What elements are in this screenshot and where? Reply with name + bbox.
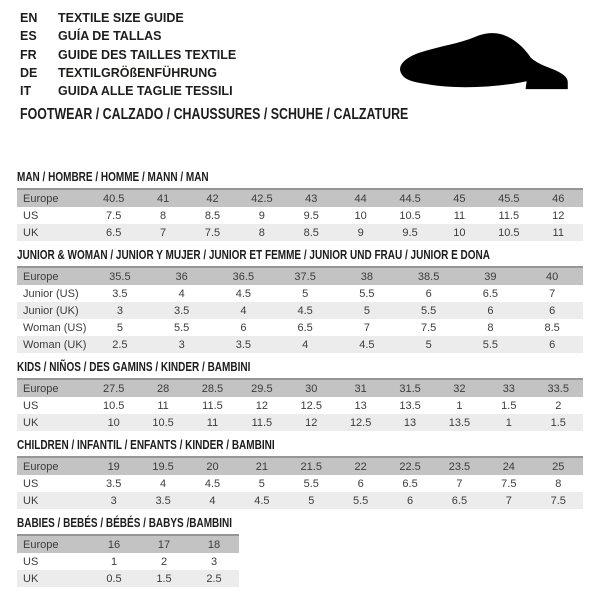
- size-table-man: [17, 188, 583, 241]
- size-value: 41: [156, 192, 170, 205]
- table-row: [17, 492, 583, 509]
- size-table-kids: [17, 378, 583, 431]
- table-row: [17, 535, 239, 553]
- table-row: [17, 414, 583, 431]
- row-label: US: [23, 477, 39, 490]
- size-value: 13: [403, 416, 417, 429]
- size-value: 21.5: [300, 460, 322, 473]
- table-row: [17, 379, 583, 397]
- size-value: 4: [302, 338, 309, 351]
- size-value: 12.5: [300, 399, 322, 412]
- size-value: 1: [456, 399, 463, 412]
- size-value: 10: [453, 226, 466, 239]
- section-title: BABIES / BEBÉS / BÉBÉS / BABYS /BAMBINI: [17, 516, 233, 530]
- size-value: 20: [206, 460, 219, 473]
- table-row: [17, 336, 583, 353]
- size-value: 17: [157, 538, 171, 551]
- size-value: 4.5: [235, 287, 252, 300]
- size-value: 7.5: [420, 321, 437, 334]
- size-value: 6: [487, 304, 494, 317]
- size-value: 8.5: [204, 209, 221, 222]
- size-value: 31.5: [399, 382, 421, 395]
- language-row-de: [20, 64, 236, 82]
- size-value: 11: [552, 226, 564, 239]
- size-value: 4: [209, 494, 216, 507]
- size-value: 6: [240, 321, 247, 334]
- size-value: 22: [354, 460, 367, 473]
- language-label: TEXTILGRÖßENFÜHRUNG: [58, 65, 218, 80]
- size-value: 10: [354, 209, 367, 222]
- size-value: 6: [425, 287, 432, 300]
- size-value: 28: [156, 382, 170, 395]
- language-code: IT: [20, 84, 32, 99]
- size-value: 8: [160, 209, 167, 222]
- size-table-section-junior-woman: [17, 248, 583, 353]
- size-value: 24: [502, 460, 515, 473]
- size-value: 21: [255, 460, 268, 473]
- table-row: [17, 475, 583, 492]
- size-value: 7: [160, 226, 167, 239]
- size-table-section-babies: [17, 516, 583, 587]
- language-row-en: [20, 9, 236, 27]
- size-value: 7.5: [204, 226, 221, 239]
- size-value: 11.5: [251, 416, 273, 429]
- language-row-fr: [20, 46, 236, 64]
- size-table-section-man: [17, 170, 583, 241]
- size-value: 3: [116, 304, 123, 317]
- size-value: 44: [354, 192, 367, 205]
- size-tables: [17, 170, 583, 594]
- size-value: 5.5: [482, 338, 499, 351]
- size-value: 4.5: [297, 304, 313, 317]
- size-value: 5: [425, 338, 432, 351]
- size-value: 45.5: [498, 192, 520, 205]
- size-value: 29.5: [251, 382, 273, 395]
- size-value: 38: [360, 270, 373, 283]
- size-value: 11.5: [202, 399, 223, 412]
- table-row: [17, 302, 583, 319]
- size-value: 1.5: [550, 416, 566, 429]
- size-table-section-children: [17, 438, 583, 509]
- row-label: Europe: [23, 538, 59, 551]
- row-label: Europe: [23, 382, 59, 395]
- size-table-junior-woman: [17, 266, 583, 353]
- size-value: 11: [157, 399, 169, 412]
- size-table-children: [17, 456, 583, 509]
- size-value: 6: [549, 304, 556, 317]
- language-row-es: [20, 27, 236, 45]
- size-value: 10.5: [102, 399, 125, 412]
- size-value: 42.5: [251, 192, 273, 205]
- size-value: 5: [258, 477, 265, 490]
- table-row: [17, 224, 583, 241]
- language-label: GUÍA DE TALLAS: [58, 29, 162, 44]
- size-value: 42: [206, 192, 219, 205]
- size-value: 5: [308, 494, 315, 507]
- size-value: 37.5: [294, 270, 316, 283]
- language-label: GUIDE DES TAILLES TEXTILE: [58, 47, 237, 62]
- size-value: 12: [255, 399, 268, 412]
- size-value: 19: [107, 460, 120, 473]
- size-value: 46: [552, 192, 565, 205]
- size-value: 8.5: [544, 321, 560, 334]
- size-value: 40.5: [102, 192, 125, 205]
- dress-shoe-icon: [396, 33, 576, 94]
- size-value: 3.5: [173, 304, 190, 317]
- size-value: 3.5: [155, 494, 171, 507]
- table-row: [17, 189, 583, 207]
- section-title: CHILDREN / INFANTIL / ENFANTS / KINDER / BAMBINI: [17, 438, 275, 452]
- size-value: 5.5: [353, 494, 369, 507]
- size-value: 11.5: [498, 209, 520, 222]
- size-value: 3: [110, 494, 117, 507]
- section-title: JUNIOR & WOMAN / JUNIOR Y MUJER / JUNIOR ET FEMME / JUNIOR UND FRAU / JUNIOR E DONA: [17, 248, 491, 262]
- table-row: [17, 285, 583, 302]
- size-value: 7: [549, 287, 556, 300]
- language-code: DE: [20, 65, 38, 80]
- size-value: 3: [178, 338, 185, 351]
- row-label: Junior (UK): [23, 304, 79, 317]
- row-label: UK: [23, 494, 39, 507]
- size-value: 38.5: [417, 270, 440, 283]
- size-value: 4.5: [204, 477, 221, 490]
- language-list: [20, 9, 236, 100]
- size-value: 11: [453, 209, 466, 222]
- size-value: 6: [406, 494, 414, 507]
- size-value: 35.5: [109, 270, 131, 283]
- size-value: 33.5: [547, 382, 569, 395]
- table-row: [17, 570, 239, 587]
- row-label: UK: [23, 416, 39, 429]
- size-value: 18: [207, 538, 221, 551]
- size-value: 4: [160, 477, 167, 490]
- size-value: 28.5: [201, 382, 224, 395]
- size-value: 6.5: [482, 287, 499, 300]
- size-value: 1: [505, 416, 512, 429]
- size-value: 40: [546, 270, 559, 283]
- size-value: 12.5: [349, 416, 372, 429]
- size-value: 9.5: [303, 209, 319, 222]
- size-value: 5.5: [173, 321, 190, 334]
- size-value: 2: [555, 399, 562, 412]
- table-row: [17, 267, 583, 285]
- size-value: 9: [357, 226, 364, 239]
- size-value: 5: [116, 321, 123, 334]
- size-value: 8: [555, 477, 562, 490]
- size-value: 3: [210, 555, 218, 568]
- size-value: 3.5: [106, 477, 122, 490]
- size-value: 13.5: [448, 416, 471, 429]
- size-value: 13: [354, 399, 367, 412]
- size-value: 45: [453, 192, 466, 205]
- size-value: 11: [206, 416, 219, 429]
- size-value: 7.5: [501, 477, 517, 490]
- size-value: 44.5: [399, 192, 421, 205]
- size-value: 5: [363, 304, 370, 317]
- size-table-section-kids: [17, 360, 583, 431]
- size-value: 7.5: [106, 209, 122, 222]
- size-value: 8: [487, 321, 494, 334]
- row-label: UK: [23, 226, 39, 239]
- size-value: 10.5: [399, 209, 421, 222]
- table-row: [17, 553, 239, 570]
- size-value: 6.5: [106, 226, 122, 239]
- row-label: UK: [23, 572, 39, 585]
- table-row: [17, 319, 583, 336]
- size-value: 10.5: [152, 416, 174, 429]
- size-value: 2.5: [112, 338, 128, 351]
- language-row-it: [20, 82, 236, 100]
- size-value: 6: [549, 338, 556, 351]
- size-value: 2.5: [206, 572, 222, 585]
- table-row: [17, 397, 583, 414]
- size-value: 13.5: [399, 399, 421, 412]
- size-value: 7: [456, 477, 463, 490]
- language-label: GUIDA ALLE TAGLIE TESSILI: [58, 84, 233, 99]
- size-value: 4.5: [359, 338, 375, 351]
- size-value: 31: [354, 382, 367, 395]
- row-label: Junior (US): [23, 287, 79, 300]
- size-value: 9.5: [402, 226, 418, 239]
- size-value: 32: [453, 382, 466, 395]
- size-value: 3.5: [235, 338, 252, 351]
- size-value: 9: [258, 209, 265, 222]
- size-value: 8: [258, 226, 265, 239]
- size-value: 5.5: [303, 477, 319, 490]
- size-value: 8.5: [303, 226, 319, 239]
- language-code: ES: [20, 29, 37, 44]
- size-value: 39: [484, 270, 497, 283]
- size-value: 12: [552, 209, 565, 222]
- row-label: Europe: [23, 460, 59, 473]
- size-table-babies: [17, 534, 239, 587]
- size-value: 5.5: [359, 287, 375, 300]
- row-label: Woman (UK): [23, 338, 87, 351]
- size-value: 5: [302, 287, 309, 300]
- size-value: 27.5: [102, 382, 125, 395]
- row-label: US: [23, 555, 39, 568]
- size-value: 2: [160, 555, 168, 568]
- size-value: 4.5: [254, 494, 270, 507]
- size-value: 36.5: [232, 270, 255, 283]
- row-label: Woman (US): [23, 321, 87, 334]
- table-row: [17, 207, 583, 224]
- size-value: 19.5: [152, 460, 174, 473]
- size-value: 10: [107, 416, 120, 429]
- size-value: 23.5: [448, 460, 471, 473]
- size-value: 7: [363, 321, 370, 334]
- size-value: 16: [107, 538, 121, 551]
- size-value: 7.5: [550, 494, 566, 507]
- section-title: KIDS / NIÑOS / DES GAMINS / KINDER / BAMBINI: [17, 360, 251, 374]
- row-label: Europe: [23, 270, 59, 283]
- language-code: EN: [20, 11, 38, 25]
- size-value: 1: [110, 555, 118, 568]
- size-value: 6.5: [451, 494, 468, 507]
- size-value: 5.5: [420, 304, 437, 317]
- size-value: 3.5: [112, 287, 128, 300]
- category-title: FOOTWEAR / CALZADO / CHAUSSURES / SCHUHE / CALZATURE: [20, 106, 409, 123]
- language-label: TEXTILE SIZE GUIDE: [58, 11, 184, 25]
- size-value: 43: [305, 192, 318, 205]
- size-value: 4: [240, 304, 247, 317]
- row-label: US: [23, 399, 39, 412]
- size-value: 1.5: [501, 399, 517, 412]
- section-title: MAN / HOMBRE / HOMME / MANN / MAN: [17, 170, 209, 184]
- size-value: 36: [175, 270, 188, 283]
- size-value: 30: [305, 382, 318, 395]
- size-value: 4: [178, 287, 185, 300]
- size-value: 6.5: [402, 477, 418, 490]
- size-value: 6: [357, 477, 364, 490]
- size-value: 7: [505, 494, 512, 507]
- size-value: 1.5: [156, 572, 172, 585]
- size-value: 33: [502, 382, 515, 395]
- language-code: FR: [20, 47, 37, 62]
- size-value: 22.5: [399, 460, 421, 473]
- row-label: Europe: [23, 192, 59, 205]
- size-value: 0.5: [106, 572, 122, 585]
- size-value: 10.5: [498, 226, 520, 239]
- size-value: 12: [305, 416, 318, 429]
- size-value: 25: [552, 460, 565, 473]
- row-label: US: [23, 209, 39, 222]
- table-row: [17, 457, 583, 475]
- size-value: 6.5: [297, 321, 313, 334]
